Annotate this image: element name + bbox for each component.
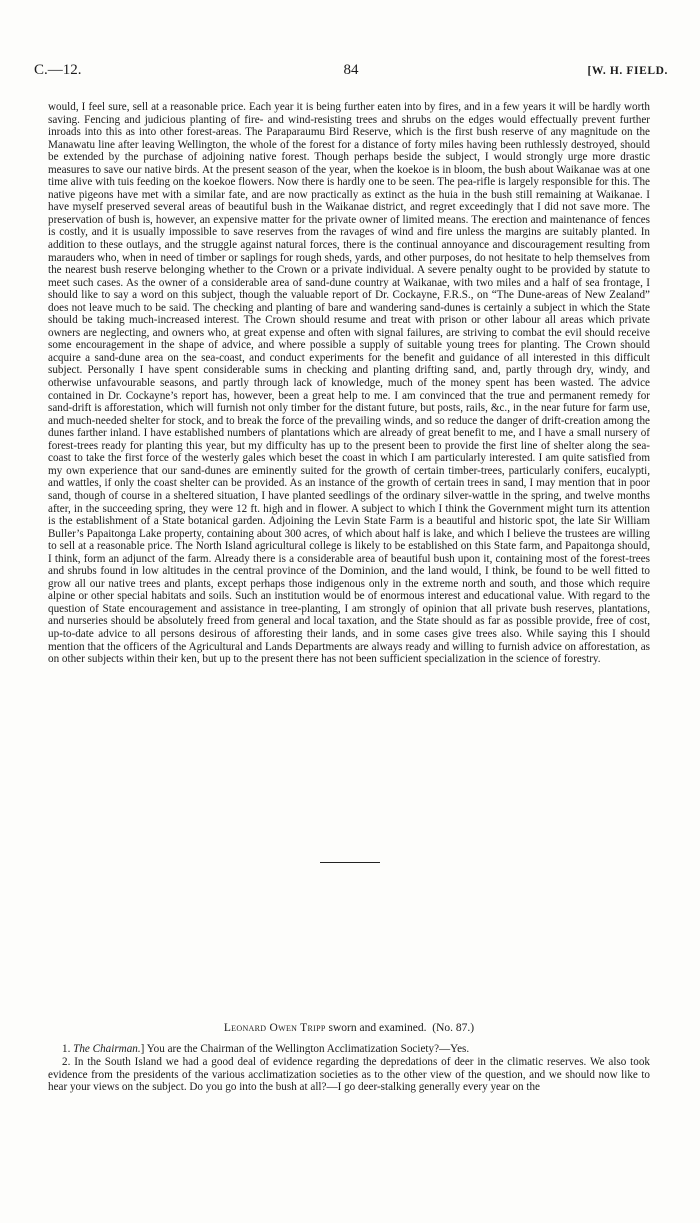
question-number: 2. bbox=[62, 1055, 71, 1068]
question-item bbox=[48, 1043, 650, 1056]
page-header bbox=[34, 62, 668, 84]
witness-sworn: sworn and examined. bbox=[325, 1022, 427, 1034]
questions-section bbox=[48, 1043, 650, 1094]
question-item bbox=[48, 1056, 650, 1094]
report-reference: C.—12. bbox=[34, 62, 82, 78]
witness-heading bbox=[48, 1022, 650, 1034]
question-speaker: The Chairman. bbox=[73, 1043, 141, 1055]
section-divider bbox=[320, 862, 380, 863]
witness-name: Leonard Owen Tripp bbox=[223, 1022, 326, 1034]
question-text: ] You are the Chairman of the Wellington Acclimatization Society?—Yes. bbox=[140, 1043, 470, 1055]
page-number: 84 bbox=[343, 62, 359, 78]
witness-header: [W. H. FIELD. bbox=[587, 65, 668, 77]
question-number: 1. bbox=[62, 1043, 71, 1055]
question-text: In the South Island we had a good deal of evidence regarding the depredations of deer in the climatic reserves. We also took evidence from the presidents of the various acclimatization societies as to the other view of the question, and we should now like to hear your views on the subject. Do you go into the bush at all?—I go deer-stalking generally every year on the bbox=[48, 1055, 650, 1094]
evidence-paragraph: would, I feel sure, sell at a reasonable price. Each year it is being further eaten into by fires, and in a few years it will be hardly worth saving. Fencing and judicious planting of fire- and wind-resisting trees and shrubs on the edges would effectually prevent further inroads into this as into other forest-areas. The Paraparaumu Bird Reserve, which is the first bush reserve of any magnitude on the Manawatu line after leaving Wellington, the whole of the forest for a distance of forty miles having been ruthlessly destroyed, should be extended by the purchase of adjoining native forest. Though perhaps beside the subject, I would strongly urge more drastic measures to save our native birds. At the present season of the year, when the koekoe is in bloom, the bush about Waikanae was at one time alive with tuis feeding on the koekoe flowers. Now there is hardly one to be seen. The pea-rifle is largely responsible for this. The native pigeons have met with a similar fate, and are now practically as extinct as the huia in the bush still remaining at Waikanae. I have myself preserved several areas of beautiful bush in the Waikanae district, and regret exceedingly that I did not save more. The preservation of bush is, however, an expensive matter for the private owner of limited means. The erection and maintenance of fences is costly, and it is usually impossible to save reserves from the ravages of wind and fire unless the margins are suitably planted. In addition to these outlays, and the struggle against natural forces, there is the continual annoyance and discouragement resulting from marauders who, when in need of timber or saplings for rough sheds, yards, and other purposes, do not hesitate to help themselves from the nearest bush reserve belonging whether to the Crown or a private individual. A severe penalty ought to be provided by statute to meet such cases. As the owner of a considerable area of sand-dune country at Waikanae, with two miles and a half of sea frontage, I should like to say a word on this subject, though the valuable report of Dr. Cockayne, F.R.S., on “The Dune-areas of New Zealand” does not leave much to be said. The checking and planting of bare and wandering sand-dunes is certainly a subject in which the State should be taking much-increased interest. The Crown should resume and treat with prison or other labour all areas which private owners are neglecting, and owners who, at great expense and often with signal failures, are striving to combat the evil should receive some encouragement in the shape of advice, and where possible a supply of suitable young trees for planting. The Crown should acquire a sand-dune area on the sea-coast, and conduct experiments for the benefit and guidance of all interested in this difficult subject. Personally I have spent considerable sums in checking and planting drifting sand, and, partly through dry, windy, and otherwise unfavourable seasons, and partly through lack of knowledge, much of the money spent has been wasted. The advice contained in Dr. Cockayne’s report has, however, been a great help to me. I am convinced that the true and permanent remedy for sand-drift is afforestation, which will furnish not only timber for the distant future, but posts, rails, &c., in the near future for farm use, and much-needed shelter for stock, and to break the force of the prevailing winds, and so reduce the danger of drift-creation among the dunes farther inland. I have established numbers of plantations which are already of great benefit to me, and I have a small nursery of forest-trees ready for planting this year, but my difficulty has up to the present been to provide the first line of shelter along the sea-coast to take the first force of the westerly gales which beset the coast in which I am particularly interested. I am quite satisfied from my own experience that our sand-dunes are eminently suited for the growth of certain timber-trees, particularly conifers, eucalypti, and wattles, if only the coast shelter can be provided. As an instance of the growth of certain trees in sand, I may mention that in poor sand, though of course in a sheltered situation, I have planted seedlings of the ordinary silver-wattle in the spring, and twelve months after, in the succeeding spring, they were 12 ft. high and in flower. A subject to which I think the Government might turn its attention is the establishment of a State botanical garden. Adjoining the Levin State Farm is a beautiful and historic spot, the late Sir William Buller’s Papaitonga Lake property, containing about 300 acres, of which about half is lake, and which I believe the trustees are willing to sell at a reasonable price. The North Island agricultural college is likely to be established on this State farm, and Papaitonga should, I think, form an adjunct of the farm. Already there is a considerable area of beautiful bush upon it, containing most of the forest-trees and shrubs found in low altitudes in the central province of the Dominion, and the land would, I think, be found to be well fitted to grow all our native trees and plants, except perhaps those indigenous only in the extreme north and south, and those which require alpine or other special habitats and soils. Such an institution would be of enormous interest and educational value. With regard to the question of State encouragement and assistance in tree-planting, I am strongly of opinion that all private bush reserves, plantations, and nurseries should be absolutely freed from general and local taxation, and the State should as far as possible provide, free of cost, up-to-date advice to all persons desirous of afforesting their lands, and in some cases give trees also. While saying this I should mention that the officers of the Agricultural and Lands Departments are always ready and willing to furnish advice on afforestation, as on other subjects within their ken, but up to the present there has not been sufficient specialization in the science of forestry. bbox=[48, 101, 650, 666]
evidence-body bbox=[48, 101, 650, 666]
witness-number: (No. 87.) bbox=[432, 1022, 475, 1034]
